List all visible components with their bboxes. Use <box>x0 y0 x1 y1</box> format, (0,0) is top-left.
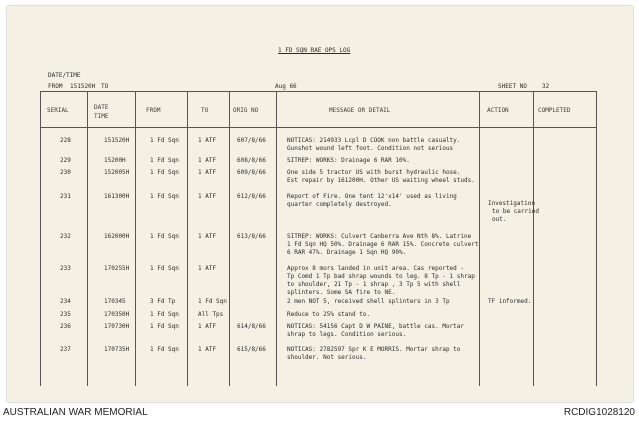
cell-serial: 234 <box>60 298 71 305</box>
cell-to: All Tps <box>198 311 224 318</box>
cell-serial: 232 <box>60 233 71 240</box>
cell-from: 1 Fd Sqn <box>150 346 179 353</box>
cell-dt: 170350H <box>104 311 130 318</box>
header-date: DATE <box>94 104 109 111</box>
cell-message-line: NOTICAS: 214933 Lcpl D COOK non battle casualty. <box>287 137 461 144</box>
cell-serial: 229 <box>60 157 71 164</box>
cell-serial: 236 <box>60 323 71 330</box>
cell-message-line: shoulder. Not serious. <box>287 354 367 361</box>
log-sheet <box>7 6 633 402</box>
cell-orig: 612/8/66 <box>237 193 266 200</box>
cell-message-line: shrap to legs. Condition serious. <box>287 331 407 338</box>
cell-message-line: Report of Fire. One tent 12'x14' used as living <box>287 193 457 200</box>
cell-dt: 152005H <box>104 169 130 176</box>
cell-from: 1 Fd Sqn <box>150 169 179 176</box>
cell-serial: 233 <box>60 265 71 272</box>
cell-orig: 615/8/66 <box>237 346 266 353</box>
cell-message-line: Tp Comd 1 Tp bad shrap wounds to leg. 8 Tp - 1 shrap <box>287 273 475 280</box>
date-time-label: DATE/TIME <box>48 72 81 79</box>
cell-message-line: to shoulder, 21 Tp - 1 shrap , 3 Tp 5 with shell <box>287 281 461 288</box>
to-label: TO <box>101 83 109 90</box>
column-divider <box>479 91 480 386</box>
header-to: TO <box>201 107 209 114</box>
header-bottom-border <box>40 127 597 128</box>
cell-orig: 614/8/66 <box>237 323 266 330</box>
column-divider <box>229 91 230 386</box>
cell-from: 1 Fd Sqn <box>150 233 179 240</box>
cell-dt: 151520H <box>104 137 130 144</box>
from-label: FROM <box>48 83 63 90</box>
column-divider <box>187 91 188 386</box>
cell-message-line: Est repair by 161200H. Other US waiting wheel studs. <box>287 177 475 184</box>
sheet-number: 32 <box>542 83 550 90</box>
month: Aug 66 <box>275 83 297 90</box>
cell-dt: 170730H <box>104 323 130 330</box>
header-from: FROM <box>146 107 161 114</box>
column-divider <box>87 91 88 386</box>
cell-dt: 161300H <box>104 193 130 200</box>
column-divider <box>596 91 597 386</box>
cell-to: 1 ATF <box>198 169 217 176</box>
column-divider <box>533 91 534 386</box>
header-message: MESSAGE OR DETAIL <box>329 107 391 114</box>
cell-action-line: Investigation <box>488 200 535 207</box>
header-serial: SERIAL <box>47 107 69 114</box>
cell-to: 1 ATF <box>198 157 217 164</box>
cell-orig: 608/8/66 <box>237 157 266 164</box>
cell-serial: 230 <box>60 169 71 176</box>
cell-from: 1 Fd Sqn <box>150 265 179 272</box>
cell-message-line: 2 men NOT 5, received shell splinters in 3 Tp <box>287 298 450 305</box>
cell-to: 1 ATF <box>198 137 217 144</box>
cell-from: 3 Fd Tp <box>150 298 176 305</box>
cell-action-line: TF informed. <box>488 298 532 305</box>
cell-message-line: Gunshot wound left foot. Condition not serious <box>287 145 454 152</box>
cell-message-line: splinters. Some SA fire to NE. <box>287 289 396 296</box>
from-value: 151520H <box>70 83 96 90</box>
cell-to: 1 ATF <box>198 265 217 272</box>
header-completed: COMPLETED <box>538 107 571 114</box>
cell-from: 1 Fd Sqn <box>150 311 179 318</box>
log-title: 1 FD SQN RAE OPS LOG <box>278 47 351 54</box>
cell-dt: 170735H <box>104 346 130 353</box>
cell-to: 1 ATF <box>198 346 217 353</box>
cell-from: 1 Fd Sqn <box>150 157 179 164</box>
header-time: TIME <box>94 113 109 120</box>
cell-message-line: SITREP: WORKS: Drainage 6 RAR 10%. <box>287 157 410 164</box>
cell-message-line: Reduce to 25% stand to. <box>287 311 371 318</box>
cell-dt: 170255H <box>104 265 130 272</box>
cell-orig: 613/8/66 <box>237 233 266 240</box>
cell-to: 1 Fd Sqn <box>198 298 227 305</box>
cell-from: 1 Fd Sqn <box>150 137 179 144</box>
column-divider <box>135 91 136 386</box>
cell-action-line: out. <box>492 216 507 223</box>
cell-to: 1 ATF <box>198 193 217 200</box>
sheet-label: SHEET NO <box>498 83 527 90</box>
cell-dt: 15200H <box>104 157 126 164</box>
cell-message-line: Approx 8 mors landed in unit area. Cas reported - <box>287 265 465 272</box>
cell-serial: 231 <box>60 193 71 200</box>
cell-message-line: 1 Fd Sqn HQ 50%. Drainage 6 RAR 15%. Concrete culvert <box>287 241 479 248</box>
header-orig-no: ORIG NO <box>233 107 259 114</box>
table-top-border <box>40 91 597 92</box>
cell-to: 1 ATF <box>198 233 217 240</box>
cell-message-line: SITREP: WORKS: Culvert Canberra Ave Nth 8%. Latrine <box>287 233 472 240</box>
footer-reference: RCDIG1028120 <box>563 407 635 418</box>
cell-serial: 237 <box>60 346 71 353</box>
cell-action-line: to be carried <box>492 208 539 215</box>
cell-message-line: NOTICAS: 54156 Capt D W PAINE, battle cas. Mortar <box>287 323 465 330</box>
cell-message-line: quarter completely destroyed. <box>287 201 392 208</box>
cell-message-line: NOTICAS: 2782597 Spr K E MORRIS. Mortar shrap to <box>287 346 461 353</box>
column-divider <box>276 91 277 386</box>
cell-serial: 228 <box>60 137 71 144</box>
header-action: ACTION <box>487 107 509 114</box>
cell-message-line: 6 RAR 47%. Drainage 1 Sqn HQ 90%. <box>287 249 407 256</box>
cell-dt: 162000H <box>104 233 130 240</box>
cell-from: 1 Fd Sqn <box>150 323 179 330</box>
column-divider <box>40 91 41 386</box>
cell-message-line: One side 5 tractor US with burst hydraulic hose. <box>287 169 461 176</box>
cell-to: 1 ATF <box>198 323 217 330</box>
cell-from: 1 Fd Sqn <box>150 193 179 200</box>
cell-dt: 170345 <box>104 298 126 305</box>
footer-institution: AUSTRALIAN WAR MEMORIAL <box>3 407 148 418</box>
cell-orig: 607/8/66 <box>237 137 266 144</box>
cell-orig: 609/8/66 <box>237 169 266 176</box>
cell-serial: 235 <box>60 311 71 318</box>
